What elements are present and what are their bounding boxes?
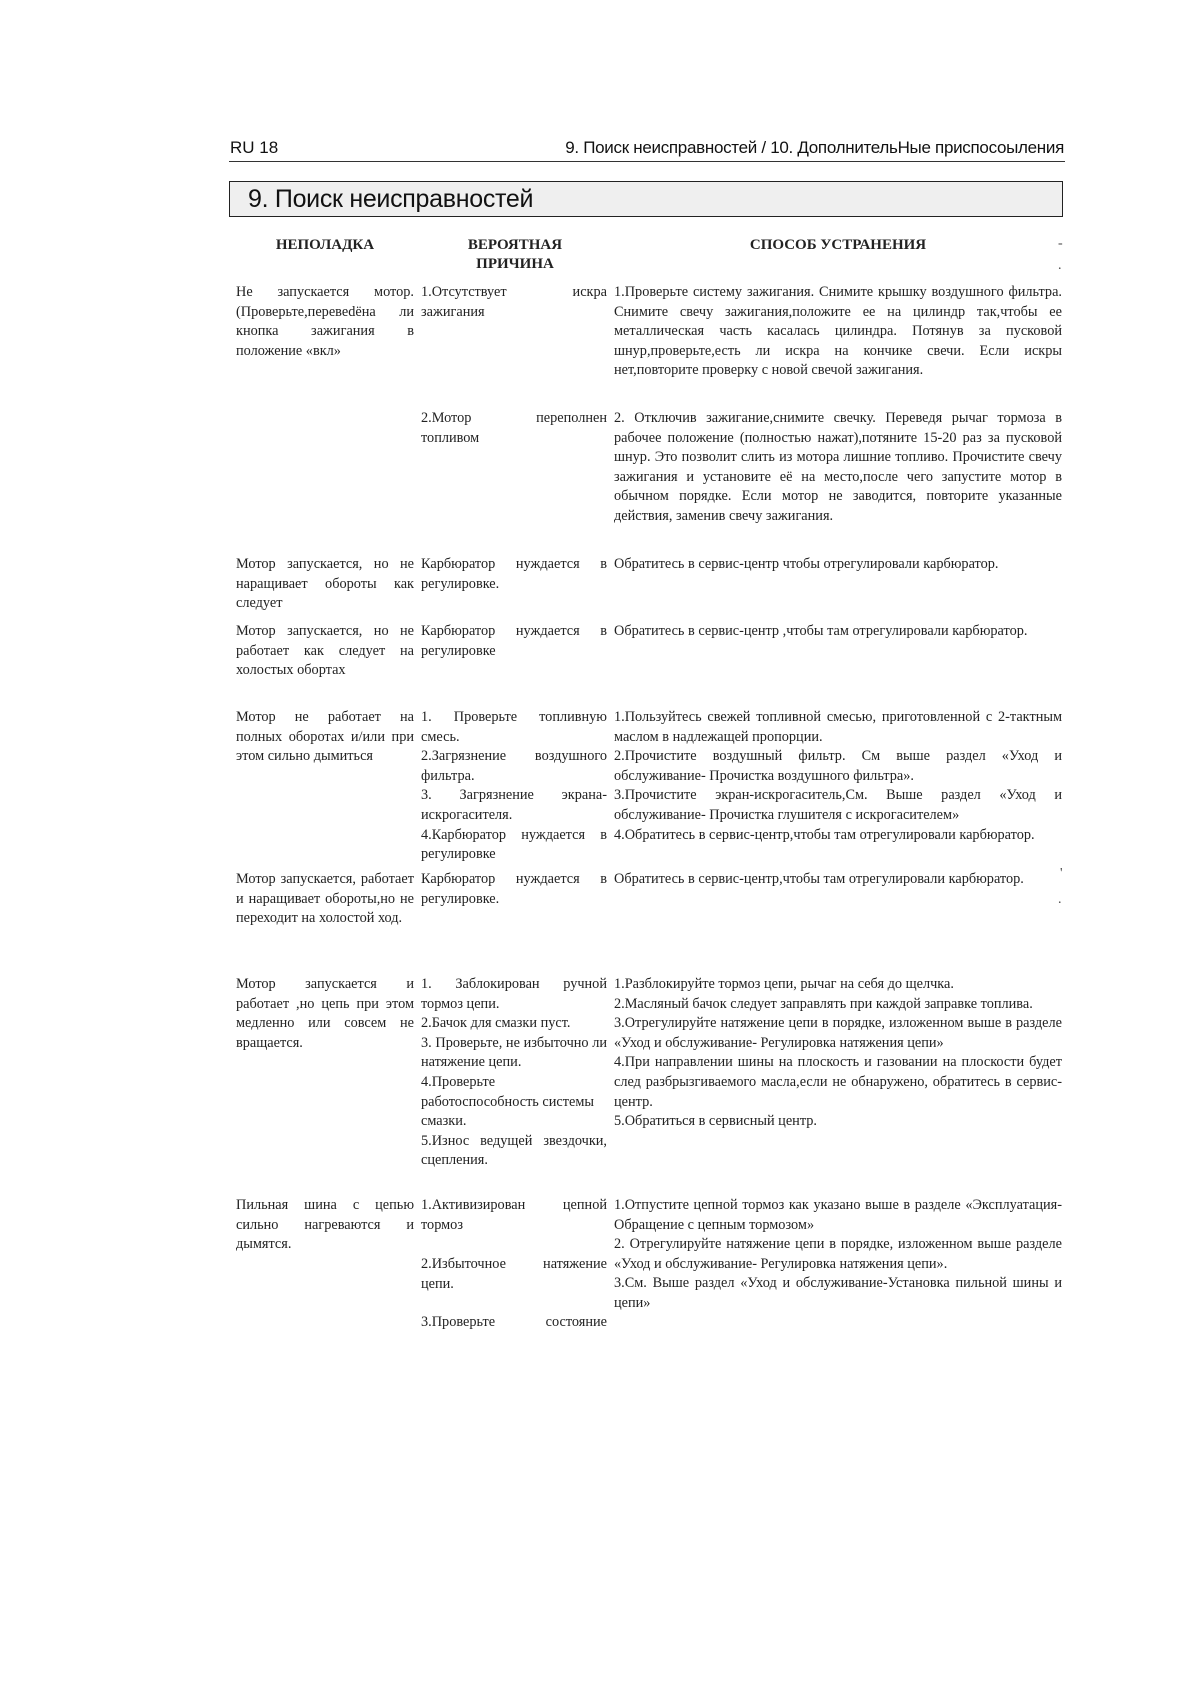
- remedy-item: 2. Отключив зажигание,снимите свечку. Переведя рычаг тормоза в рабочее положение (полностью нажат),потяните 15-20 раз за пусковой шнур. Это позволит слить из мотора лишние топливо. Прочистите свечу зажигания и установите её на место,после чего запустите мотор в обычном порядке. Если мотор не заводится, повторите указанные действия, заменив свечу зажигания.: [614, 410, 1062, 524]
- problem-cell: [236, 1196, 414, 1255]
- cause-item: Карбюратор нуждается в регулировке: [421, 623, 607, 659]
- cause-item: 2.Мотор переполнен топливом: [421, 410, 607, 446]
- margin-mark: .: [1058, 892, 1062, 907]
- remedy-item: 2.Прочистите воздушный фильтр. См выше раздел «Уход и обслуживание- Прочистка воздушного фильтра».: [614, 748, 1062, 784]
- problem-cell: [236, 622, 414, 681]
- problem-text: Не запускается мотор.(Проверьте,перевedёна ли кнопка зажигания в положение «вкл»: [236, 284, 414, 359]
- cause-item: 3. Загрязнение экрана-искрогасителя.: [421, 787, 607, 823]
- header-rule: [229, 161, 1065, 162]
- problem-cell: [236, 555, 414, 614]
- cause-item: 2.Бачок для смазки пуст.: [421, 1015, 571, 1032]
- remedy-cell: [614, 870, 1062, 890]
- margin-mark: -: [1058, 236, 1063, 251]
- remedy-item: 2. Отрегулируйте натяжение цепи в порядке, изложенном выше разделе «Уход и обслуживание- Регулировка натяжения цепи».: [614, 1236, 1062, 1272]
- remedy-item: 4.Обратитесь в сервис-центр,чтобы там отрегулировали карбюратор.: [614, 826, 1035, 843]
- problem-cell: [236, 870, 414, 929]
- remedy-item: 4.При направлении шины на плоскость и газовании на плоскости будет след разбрызгиваемого масла,если не обнаружено, обратитесь в сервис-центр.: [614, 1054, 1062, 1110]
- cause-item: 1. Проверьте топливную смесь.: [421, 709, 607, 745]
- remedy-item: 2.Масляный бачок следует заправлять при каждой заправке топлива.: [614, 995, 1033, 1012]
- remedy-item: 3.См. Выше раздел «Уход и обслуживание-Установка пильной шины и цепи»: [614, 1275, 1062, 1311]
- problem-text: Мотор запускается и работает ,но цепь при этом медленно или совсем не вращается.: [236, 976, 414, 1051]
- remedy-item: Обратитесь в сервис-центр ,чтобы там отрегулировали карбюратор.: [614, 623, 1028, 639]
- remedy-item: Обратитесь в сервис-центр,чтобы там отрегулировали карбюратор.: [614, 871, 1024, 887]
- margin-mark: ': [1060, 866, 1063, 881]
- cause-item: Карбюратор нуждается в регулировке.: [421, 871, 607, 907]
- problem-text: Мотор запускается, но не работает как следует на холостых обортах: [236, 623, 414, 679]
- column-header-problem: НЕПОЛАДКА: [275, 237, 375, 253]
- cause-item: 1.Активизирован цепной тормоз: [421, 1197, 607, 1233]
- cause-cell: [421, 870, 607, 909]
- remedy-cell: [614, 708, 1062, 845]
- remedy-cell: [614, 409, 1062, 527]
- cause-item: 1.Отсутствует искра зажигания: [421, 284, 607, 320]
- cause-cell: [421, 1196, 607, 1235]
- cause-item: 2.Загрязнение воздушного фильтра.: [421, 748, 607, 784]
- remedy-item: 1.Пользуйтесь свежей топливной смесью, приготовленной с 2-тактным маслом в надлежащей пропорции.: [614, 709, 1062, 745]
- cause-cell: [421, 555, 607, 594]
- problem-cell: [236, 975, 414, 1053]
- cause-item: 5.Износ ведущей звездочки, сцепления.: [421, 1132, 607, 1169]
- remedy-item: 1.Отпустите цепной тормоз как указано выше в разделе «Эксплуатация-Обращение с цепным тормозом»: [614, 1197, 1062, 1233]
- problem-cell: [236, 708, 414, 767]
- remedy-item: 1.Разблокируйте тормоз цепи, рычаг на себя до щелчка.: [614, 976, 954, 992]
- remedy-item: 3.Прочистите экран-искрогаситель,См. Выше раздел «Уход и обслуживание- Прочистка глушителя с искрогасителем»: [614, 787, 1062, 823]
- remedy-item: Обратитесь в сервис-центр чтобы отрегулировали карбюратор.: [614, 556, 999, 572]
- problem-text: Мотор запускается, работает и наращивает обороты,но не переходит на холостой ход.: [236, 871, 414, 927]
- running-header: 9. Поиск неисправностей / 10. ДополнительНые приспосоыления: [565, 138, 1064, 157]
- problem-text: Мотор запускается, но не наращивает обороты как следует: [236, 556, 414, 612]
- section-title-box: [229, 181, 1063, 217]
- remedy-item: 5.Обратиться в сервисный центр.: [614, 1113, 817, 1130]
- cause-item: 3.Проверьте состояние: [421, 1314, 607, 1330]
- cause-cell: [421, 409, 607, 448]
- section-title: 9. Поиск неисправностей: [248, 185, 534, 213]
- margin-mark: .: [1058, 258, 1062, 273]
- cause-cell: [421, 975, 607, 1171]
- remedy-cell: [614, 283, 1062, 381]
- cause-item: 4.Карбюратор нуждается в регулировке: [421, 826, 607, 863]
- column-header-cause: ВЕРОЯТНАЯ ПРИЧИНА: [467, 237, 563, 272]
- problem-text: Пильная шина с цепью сильно нагреваются и дымятся.: [236, 1197, 414, 1253]
- remedy-item: 3.Отрегулируйте натяжение цепи в порядке, изложенном выше в разделе «Уход и обслуживание- Регулировка натяжения цепи»: [614, 1015, 1062, 1051]
- cause-cell: [421, 1313, 607, 1333]
- cause-item: 4.Проверьте работоспособность системы смазки.: [421, 1073, 594, 1130]
- cause-cell: [421, 283, 607, 322]
- column-header-remedy: СПОСОБ УСТРАНЕНИЯ: [749, 237, 927, 253]
- problem-text: Мотор не работает на полных оборотах и/или при этом сильно дымиться: [236, 709, 414, 765]
- remedy-cell: [614, 555, 1062, 575]
- page-number: RU 18: [230, 138, 279, 157]
- cause-cell: [421, 622, 607, 661]
- remedy-cell: [614, 1196, 1062, 1314]
- remedy-cell: [614, 975, 1062, 1132]
- remedy-item: 1.Проверьте систему зажигания. Снимите крышку воздушного фильтра. Снимите свечу зажигания,положите ее на цилиндр так,чтобы ее металлическая часть касалась цилиндра. Потянув за пусковой шнур,проверьте,есть ли искра на кончике свечи. Если искры нет,повторите проверку с новой свечой зажигания.: [614, 284, 1062, 379]
- cause-cell: [421, 1255, 607, 1294]
- remedy-cell: [614, 622, 1062, 642]
- cause-item: Карбюратор нуждается в регулировке.: [421, 556, 607, 592]
- cause-cell: [421, 708, 607, 865]
- cause-item: 3. Проверьте, не избыточно ли натяжение цепи.: [421, 1034, 607, 1071]
- problem-cell: [236, 283, 414, 361]
- cause-item: 2.Избыточное натяжение цепи.: [421, 1256, 607, 1292]
- cause-item: 1. Заблокирован ручной тормоз цепи.: [421, 976, 607, 1012]
